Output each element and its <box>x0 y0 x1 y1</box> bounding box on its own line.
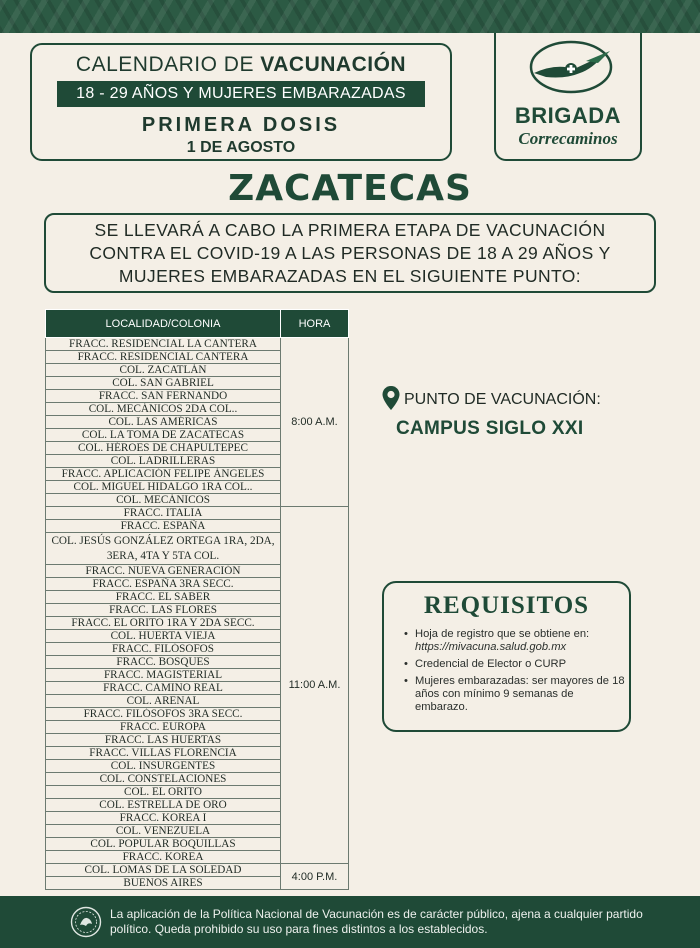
calendar-title: CALENDARIO DE VACUNACIÓN <box>75 53 407 76</box>
table-cell-colonia: FRACC. NUEVA GENERACIÓN <box>46 565 281 578</box>
requirement-item: • Credencial de Elector o CURP <box>404 658 626 671</box>
table-cell-colonia: COL. LOMAS DE LA SOLEDAD <box>46 864 281 877</box>
table-cell-colonia: FRACC. RESIDENCIAL LA CANTERA <box>46 338 281 351</box>
table-cell-colonia: COL. SAN GABRIEL <box>46 377 281 390</box>
calendar-header <box>30 43 452 161</box>
requirements-title: REQUISITOS <box>423 592 590 619</box>
table-cell-hora: 4:00 P.M. <box>281 864 349 890</box>
vaccination-point-label: PUNTO DE VACUNACIÓN: <box>404 391 601 408</box>
table-cell-colonia: FRACC. EL ORITO 1RA Y 2DA SECC. <box>46 617 281 630</box>
table-cell-colonia: FRACC. RESIDENCIAL CANTERA <box>46 351 281 364</box>
table-row <box>46 507 349 520</box>
table-cell-colonia: COL. INSURGENTES <box>46 760 281 773</box>
table-cell-colonia: FRACC. FILÓSOFOS <box>46 643 281 656</box>
requirement-item: • Mujeres embarazadas: ser mayores de 18 años con mínimo 9 semanas de embarazo. <box>404 675 626 714</box>
table-cell-colonia: COL. JESÚS GONZÁLEZ ORTEGA 1RA, 2DA, 3ERA, 4TA Y 5TA COL. <box>46 533 281 565</box>
table-cell-colonia: FRACC. CAMINO REAL <box>46 682 281 695</box>
table-cell-colonia: COL. EL ORITO <box>46 786 281 799</box>
table-cell-colonia: FRACC. APLICACIÓN FELIPE ÁNGELES <box>46 468 281 481</box>
decorative-top-band <box>0 0 700 33</box>
brigada-logo <box>494 33 642 161</box>
table-cell-colonia: FRACC. ITALIA <box>46 507 281 520</box>
mexico-seal-icon <box>70 906 102 938</box>
brand-line1: BRIGADA <box>514 103 622 128</box>
table-cell-colonia: COL. MECÁNICOS 2DA COL.. <box>46 403 281 416</box>
table-cell-colonia: FRACC. KOREA <box>46 851 281 864</box>
age-group-band: 18 - 29 AÑOS Y MUJERES EMBARAZADAS <box>57 81 425 107</box>
registration-link[interactable]: https://mivacuna.salud.gob.mx <box>415 641 567 653</box>
table-cell-colonia: FRACC. EL SABER <box>46 591 281 604</box>
table-cell-colonia: COL. HUERTA VIEJA <box>46 630 281 643</box>
table-cell-colonia: FRACC. LAS HUERTAS <box>46 734 281 747</box>
roadrunner-cross-icon <box>526 39 616 95</box>
requirement-item: • Hoja de registro que se obtiene en: https://mivacuna.salud.gob.mx <box>404 628 626 654</box>
vaccination-point-name: CAMPUS SIGLO XXI <box>396 418 584 439</box>
table-cell-colonia: COL. VENEZUELA <box>46 825 281 838</box>
requirements-box <box>382 581 631 732</box>
table-header-row <box>46 310 349 338</box>
brand-line2: Correcaminos <box>518 129 618 148</box>
table-cell-colonia: COL. ARENAL <box>46 695 281 708</box>
table-cell-colonia: FRACC. SAN FERNANDO <box>46 390 281 403</box>
footer-text: La aplicación de la Política Nacional de Vacunación es de carácter público, ajena a cualquier partido político. Queda prohibido su uso para fines distintos a los establecidos. <box>110 907 643 936</box>
table-cell-colonia: COL. MIGUEL HIDALGO 1RA COL.. <box>46 481 281 494</box>
date-label: 1 DE AGOSTO <box>186 139 296 156</box>
table-cell-colonia: FRACC. ESPAÑA <box>46 520 281 533</box>
dose-label: PRIMERA DOSIS <box>141 114 341 136</box>
intro-notice <box>44 213 656 293</box>
table-cell-hora: 8:00 A.M. <box>281 338 349 507</box>
table-cell-colonia: COL. LA TOMA DE ZACATECAS <box>46 429 281 442</box>
table-cell-colonia: BUENOS AIRES <box>46 877 281 890</box>
table-cell-colonia: FRACC. MAGISTERIAL <box>46 669 281 682</box>
table-cell-colonia: FRACC. LAS FLORES <box>46 604 281 617</box>
table-cell-colonia: COL. HÉROES DE CHAPULTEPEC <box>46 442 281 455</box>
table-cell-colonia: COL. CONSTELACIONES <box>46 773 281 786</box>
intro-line: MUJERES EMBARAZADAS EN EL SIGUIENTE PUNTO: <box>118 266 582 286</box>
table-cell-colonia: FRACC. FILÓSOFOS 3RA SECC. <box>46 708 281 721</box>
column-header-localidad: LOCALIDAD/COLONIA <box>46 310 281 338</box>
table-cell-colonia: COL. MECÁNICOS <box>46 494 281 507</box>
intro-line: CONTRA EL COVID-19 A LAS PERSONAS DE 18 A 29 AÑOS Y <box>89 243 611 263</box>
table-row <box>46 864 349 877</box>
table-cell-colonia: COL. LAS AMÉRICAS <box>46 416 281 429</box>
column-header-hora: HORA <box>281 310 349 338</box>
table-cell-hora: 11:00 A.M. <box>281 507 349 864</box>
table-cell-colonia: FRACC. EUROPA <box>46 721 281 734</box>
footer-disclaimer <box>0 896 700 948</box>
table-cell-colonia: COL. ESTRELLA DE ORO <box>46 799 281 812</box>
table-cell-colonia: FRACC. ESPAÑA 3RA SECC. <box>46 578 281 591</box>
location-pin-icon <box>382 386 400 410</box>
intro-line: SE LLEVARÁ A CABO LA PRIMERA ETAPA DE VACUNACIÓN <box>94 220 606 240</box>
schedule-table <box>45 309 349 890</box>
table-cell-colonia: FRACC. BOSQUES <box>46 656 281 669</box>
table-cell-colonia: COL. LADRILLERAS <box>46 455 281 468</box>
state-title: ZACATECAS <box>228 168 472 209</box>
table-cell-colonia: COL. ZACATLÁN <box>46 364 281 377</box>
table-row <box>46 338 349 351</box>
table-cell-colonia: FRACC. VILLAS FLORENCIA <box>46 747 281 760</box>
requirements-list <box>404 628 626 718</box>
table-cell-colonia: COL. POPULAR BOQUILLAS <box>46 838 281 851</box>
table-cell-colonia: FRACC. KOREA I <box>46 812 281 825</box>
